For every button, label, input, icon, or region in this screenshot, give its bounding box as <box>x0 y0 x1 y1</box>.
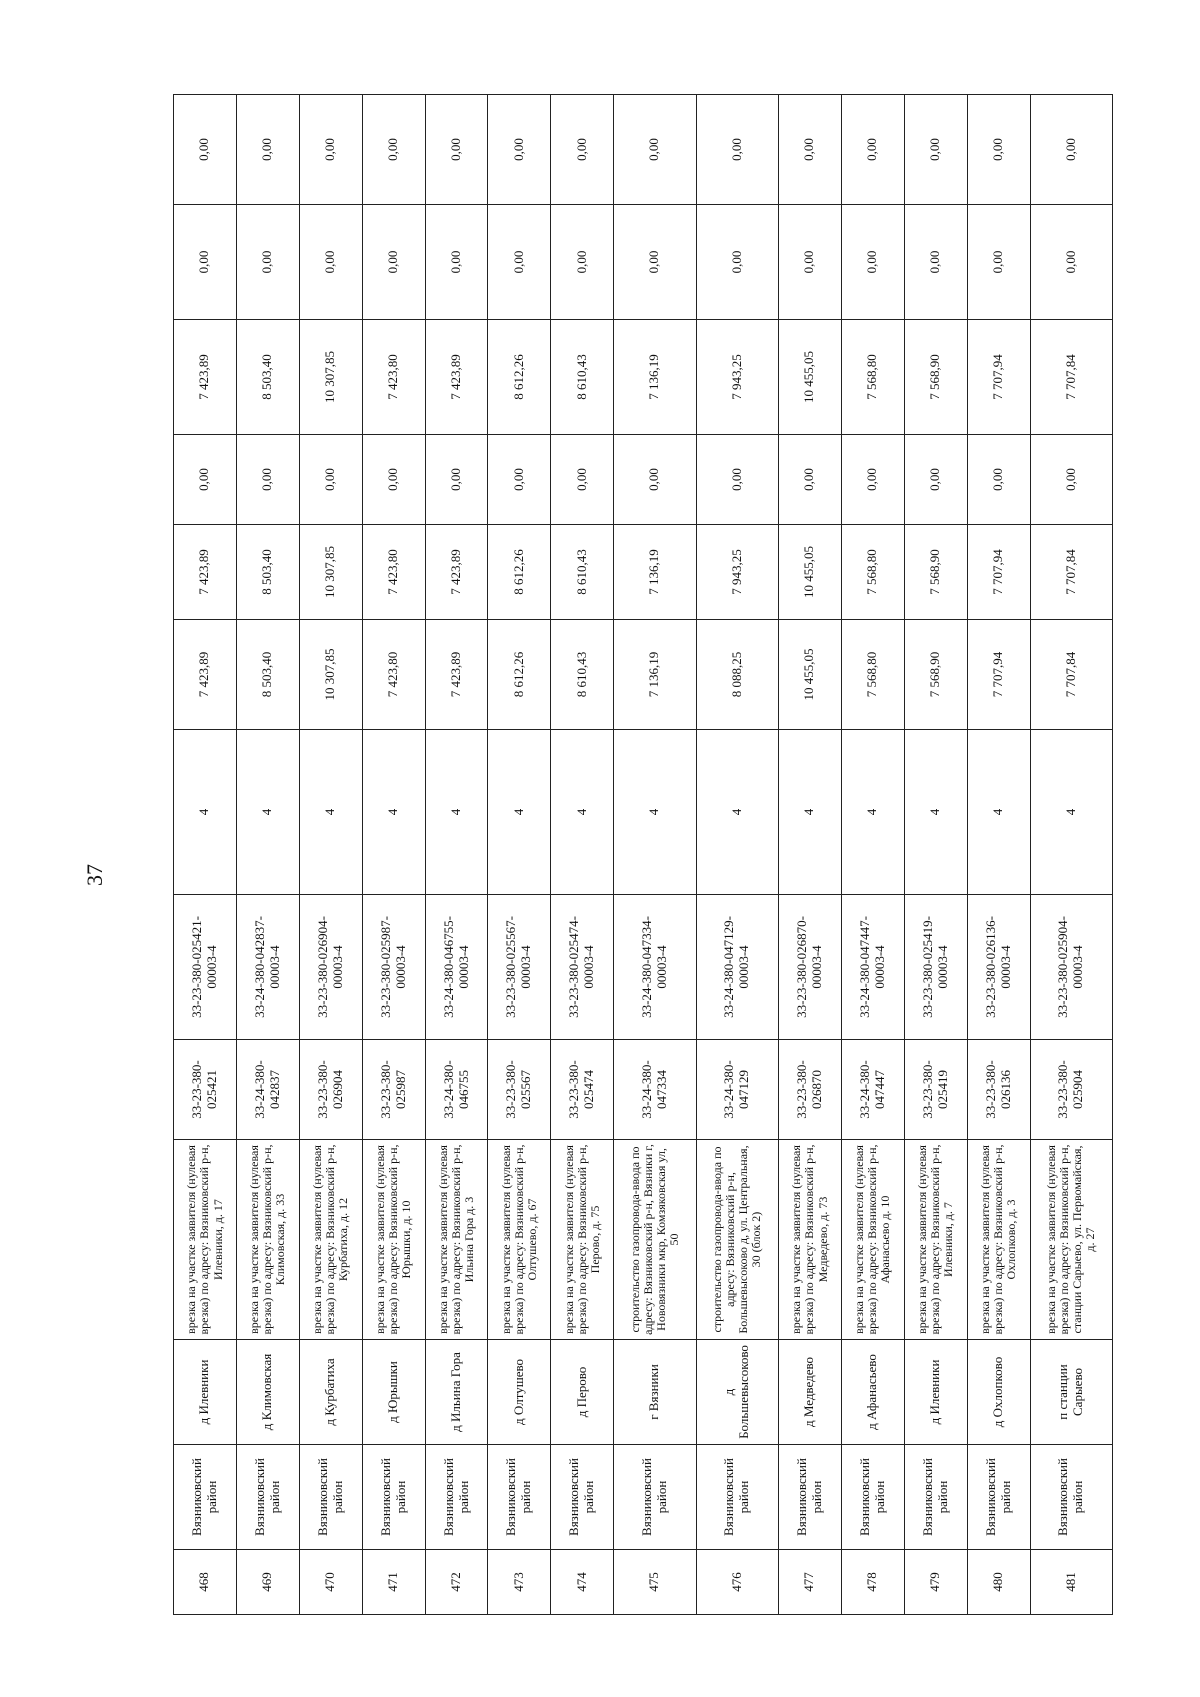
description-cell: врезка на участке заявителя (нулевая врезка) по адресу: Вязниковский р-н, Охлопково, д. 3 <box>967 1140 1030 1340</box>
category-cell: 4 <box>299 730 362 895</box>
description-cell: строительство газопровода-ввода по адресу: Вязниковский р-н, Большевысоково д, ул. Центральная, 30 (блок 2) <box>696 1140 778 1340</box>
value-cell-4: 7 707,94 <box>967 320 1030 435</box>
description-cell: врезка на участке заявителя (нулевая врезка) по адресу: Вязниковский р-н, Климовская, д. 33 <box>236 1140 299 1340</box>
value-cell-5: 0,00 <box>551 205 614 320</box>
value-cell-1: 7 423,80 <box>362 620 425 730</box>
code-cell: 33-23-380-025421 <box>174 1040 237 1140</box>
value-cell-3: 0,00 <box>778 435 841 525</box>
description-cell: врезка на участке заявителя (нулевая врезка) по адресу: Вязниковский р-н, Юрышки, д. 10 <box>362 1140 425 1340</box>
value-cell-1: 10 455,05 <box>778 620 841 730</box>
category-cell: 4 <box>778 730 841 895</box>
value-cell-3: 0,00 <box>299 435 362 525</box>
value-cell-6: 0,00 <box>425 95 488 205</box>
value-cell-3: 0,00 <box>362 435 425 525</box>
table-row <box>696 95 778 1615</box>
row-number: 469 <box>236 1550 299 1615</box>
table-row <box>236 95 299 1615</box>
value-cell-1: 10 307,85 <box>299 620 362 730</box>
description-cell: врезка на участке заявителя (нулевая врезка) по адресу: Вязниковский р-н, Ильина Гора д. 3 <box>425 1140 488 1340</box>
category-cell: 4 <box>236 730 299 895</box>
value-cell-3: 0,00 <box>236 435 299 525</box>
district-cell: Вязниковский район <box>551 1445 614 1550</box>
row-number: 471 <box>362 1550 425 1615</box>
value-cell-2: 7 568,80 <box>841 525 904 620</box>
district-cell: Вязниковский район <box>614 1445 696 1550</box>
value-cell-5: 0,00 <box>841 205 904 320</box>
page-number: 37 <box>82 864 107 886</box>
value-cell-5: 0,00 <box>425 205 488 320</box>
table-row <box>967 95 1030 1615</box>
full-code-cell: 33-23-380-025567-00003-4 <box>488 895 551 1040</box>
category-cell: 4 <box>967 730 1030 895</box>
settlement-cell: д Афанасьево <box>841 1340 904 1445</box>
value-cell-1: 7 568,90 <box>904 620 967 730</box>
row-number: 475 <box>614 1550 696 1615</box>
value-cell-2: 7 943,25 <box>696 525 778 620</box>
value-cell-1: 8 088,25 <box>696 620 778 730</box>
code-cell: 33-23-380-025904 <box>1030 1040 1112 1140</box>
settlement-cell: д Илевники <box>174 1340 237 1445</box>
table-row <box>778 95 841 1615</box>
value-cell-6: 0,00 <box>904 95 967 205</box>
description-cell: строительство газопровода-ввода по адресу: Вязниковский р-н, Вязники г, Нововязники мкр, Комзяковская ул, 50 <box>614 1140 696 1340</box>
value-cell-3: 0,00 <box>488 435 551 525</box>
code-cell: 33-24-380-042837 <box>236 1040 299 1140</box>
table-row <box>614 95 696 1615</box>
value-cell-2: 7 136,19 <box>614 525 696 620</box>
table-row <box>551 95 614 1615</box>
code-cell: 33-24-380-047129 <box>696 1040 778 1140</box>
value-cell-4: 7 423,89 <box>174 320 237 435</box>
code-cell: 33-24-380-047334 <box>614 1040 696 1140</box>
category-cell: 4 <box>696 730 778 895</box>
table-row <box>841 95 904 1615</box>
category-cell: 4 <box>488 730 551 895</box>
value-cell-6: 0,00 <box>174 95 237 205</box>
value-cell-3: 0,00 <box>967 435 1030 525</box>
value-cell-2: 7 707,94 <box>967 525 1030 620</box>
full-code-cell: 33-24-380-047334-00003-4 <box>614 895 696 1040</box>
value-cell-2: 10 455,05 <box>778 525 841 620</box>
full-code-cell: 33-23-380-025419-00003-4 <box>904 895 967 1040</box>
code-cell: 33-23-380-026136 <box>967 1040 1030 1140</box>
value-cell-6: 0,00 <box>967 95 1030 205</box>
value-cell-4: 8 610,43 <box>551 320 614 435</box>
category-cell: 4 <box>904 730 967 895</box>
district-cell: Вязниковский район <box>425 1445 488 1550</box>
value-cell-6: 0,00 <box>236 95 299 205</box>
value-cell-3: 0,00 <box>174 435 237 525</box>
value-cell-1: 7 136,19 <box>614 620 696 730</box>
table-rotated-wrapper <box>173 95 1113 1615</box>
value-cell-2: 8 612,26 <box>488 525 551 620</box>
value-cell-4: 7 423,89 <box>425 320 488 435</box>
value-cell-5: 0,00 <box>488 205 551 320</box>
district-cell: Вязниковский район <box>696 1445 778 1550</box>
description-cell: врезка на участке заявителя (нулевая врезка) по адресу: Вязниковский р-н, Курбатиха, д. 12 <box>299 1140 362 1340</box>
table-row <box>1030 95 1112 1615</box>
value-cell-6: 0,00 <box>362 95 425 205</box>
value-cell-2: 7 423,89 <box>425 525 488 620</box>
settlement-cell: д Климовская <box>236 1340 299 1445</box>
code-cell: 33-24-380-046755 <box>425 1040 488 1140</box>
settlement-cell: д Перово <box>551 1340 614 1445</box>
table-row <box>174 95 237 1615</box>
value-cell-3: 0,00 <box>614 435 696 525</box>
district-cell: Вязниковский район <box>299 1445 362 1550</box>
value-cell-5: 0,00 <box>614 205 696 320</box>
value-cell-3: 0,00 <box>696 435 778 525</box>
description-cell: врезка на участке заявителя (нулевая врезка) по адресу: Вязниковский р-н, Илевники, д. 7 <box>904 1140 967 1340</box>
value-cell-6: 0,00 <box>488 95 551 205</box>
value-cell-2: 7 568,90 <box>904 525 967 620</box>
row-number: 478 <box>841 1550 904 1615</box>
value-cell-1: 7 423,89 <box>425 620 488 730</box>
row-number: 477 <box>778 1550 841 1615</box>
value-cell-4: 7 707,84 <box>1030 320 1112 435</box>
settlement-cell: д Олтушево <box>488 1340 551 1445</box>
value-cell-6: 0,00 <box>778 95 841 205</box>
code-cell: 33-23-380-025419 <box>904 1040 967 1140</box>
value-cell-4: 8 612,26 <box>488 320 551 435</box>
value-cell-1: 7 423,89 <box>174 620 237 730</box>
value-cell-2: 7 707,84 <box>1030 525 1112 620</box>
value-cell-4: 7 568,90 <box>904 320 967 435</box>
value-cell-4: 7 943,25 <box>696 320 778 435</box>
value-cell-2: 8 503,40 <box>236 525 299 620</box>
value-cell-1: 7 707,84 <box>1030 620 1112 730</box>
settlement-cell: п станции Сарыево <box>1030 1340 1112 1445</box>
district-cell: Вязниковский район <box>778 1445 841 1550</box>
table-row <box>904 95 967 1615</box>
value-cell-5: 0,00 <box>236 205 299 320</box>
row-number: 472 <box>425 1550 488 1615</box>
row-number: 468 <box>174 1550 237 1615</box>
category-cell: 4 <box>174 730 237 895</box>
table-row <box>425 95 488 1615</box>
value-cell-2: 7 423,89 <box>174 525 237 620</box>
value-cell-5: 0,00 <box>696 205 778 320</box>
value-cell-6: 0,00 <box>1030 95 1112 205</box>
district-cell: Вязниковский район <box>174 1445 237 1550</box>
value-cell-4: 7 423,80 <box>362 320 425 435</box>
value-cell-5: 0,00 <box>778 205 841 320</box>
value-cell-6: 0,00 <box>696 95 778 205</box>
value-cell-5: 0,00 <box>299 205 362 320</box>
category-cell: 4 <box>614 730 696 895</box>
value-cell-4: 7 568,80 <box>841 320 904 435</box>
value-cell-6: 0,00 <box>299 95 362 205</box>
full-code-cell: 33-24-380-042837-00003-4 <box>236 895 299 1040</box>
row-number: 474 <box>551 1550 614 1615</box>
settlement-cell: д Медведево <box>778 1340 841 1445</box>
full-code-cell: 33-23-380-025904-00003-4 <box>1030 895 1112 1040</box>
value-cell-5: 0,00 <box>967 205 1030 320</box>
category-cell: 4 <box>1030 730 1112 895</box>
full-code-cell: 33-23-380-025474-00003-4 <box>551 895 614 1040</box>
full-code-cell: 33-23-380-025421-00003-4 <box>174 895 237 1040</box>
value-cell-3: 0,00 <box>841 435 904 525</box>
district-cell: Вязниковский район <box>904 1445 967 1550</box>
value-cell-1: 7 707,94 <box>967 620 1030 730</box>
value-cell-4: 8 503,40 <box>236 320 299 435</box>
value-cell-2: 7 423,80 <box>362 525 425 620</box>
full-code-cell: 33-23-380-026870-00003-4 <box>778 895 841 1040</box>
row-number: 481 <box>1030 1550 1112 1615</box>
district-cell: Вязниковский район <box>236 1445 299 1550</box>
category-cell: 4 <box>841 730 904 895</box>
value-cell-4: 10 455,05 <box>778 320 841 435</box>
table-sheet <box>173 95 1113 1615</box>
district-cell: Вязниковский район <box>1030 1445 1112 1550</box>
category-cell: 4 <box>551 730 614 895</box>
settlement-cell: д Большевысоково <box>696 1340 778 1445</box>
full-code-cell: 33-23-380-026904-00003-4 <box>299 895 362 1040</box>
value-cell-1: 8 612,26 <box>488 620 551 730</box>
value-cell-3: 0,00 <box>904 435 967 525</box>
value-cell-1: 8 503,40 <box>236 620 299 730</box>
row-number: 476 <box>696 1550 778 1615</box>
code-cell: 33-24-380-047447 <box>841 1040 904 1140</box>
district-cell: Вязниковский район <box>362 1445 425 1550</box>
value-cell-3: 0,00 <box>1030 435 1112 525</box>
description-cell: врезка на участке заявителя (нулевая врезка) по адресу: Вязниковский р-н, Илевники, д. 17 <box>174 1140 237 1340</box>
table-row <box>488 95 551 1615</box>
description-cell: врезка на участке заявителя (нулевая врезка) по адресу: Вязниковский р-н, Перово, д. 75 <box>551 1140 614 1340</box>
value-cell-2: 10 307,85 <box>299 525 362 620</box>
value-cell-6: 0,00 <box>614 95 696 205</box>
value-cell-5: 0,00 <box>904 205 967 320</box>
code-cell: 33-23-380-025987 <box>362 1040 425 1140</box>
value-cell-3: 0,00 <box>551 435 614 525</box>
settlement-cell: д Курбатиха <box>299 1340 362 1445</box>
full-code-cell: 33-23-380-025987-00003-4 <box>362 895 425 1040</box>
code-cell: 33-23-380-025567 <box>488 1040 551 1140</box>
district-cell: Вязниковский район <box>841 1445 904 1550</box>
full-code-cell: 33-24-380-046755-00003-4 <box>425 895 488 1040</box>
value-cell-5: 0,00 <box>174 205 237 320</box>
value-cell-1: 7 568,80 <box>841 620 904 730</box>
district-cell: Вязниковский район <box>488 1445 551 1550</box>
row-number: 479 <box>904 1550 967 1615</box>
code-cell: 33-23-380-025474 <box>551 1040 614 1140</box>
table-row <box>299 95 362 1615</box>
value-cell-5: 0,00 <box>362 205 425 320</box>
full-code-cell: 33-24-380-047447-00003-4 <box>841 895 904 1040</box>
table-row <box>362 95 425 1615</box>
settlement-cell: д Ильина Гора <box>425 1340 488 1445</box>
value-cell-5: 0,00 <box>1030 205 1112 320</box>
category-cell: 4 <box>362 730 425 895</box>
value-cell-2: 8 610,43 <box>551 525 614 620</box>
code-cell: 33-23-380-026870 <box>778 1040 841 1140</box>
settlement-cell: д Илевники <box>904 1340 967 1445</box>
full-code-cell: 33-23-380-026136-00003-4 <box>967 895 1030 1040</box>
value-cell-4: 10 307,85 <box>299 320 362 435</box>
code-cell: 33-23-380-026904 <box>299 1040 362 1140</box>
category-cell: 4 <box>425 730 488 895</box>
value-cell-1: 8 610,43 <box>551 620 614 730</box>
row-number: 480 <box>967 1550 1030 1615</box>
value-cell-4: 7 136,19 <box>614 320 696 435</box>
data-table <box>173 94 1113 1615</box>
district-cell: Вязниковский район <box>967 1445 1030 1550</box>
value-cell-3: 0,00 <box>425 435 488 525</box>
full-code-cell: 33-24-380-047129-00003-4 <box>696 895 778 1040</box>
value-cell-6: 0,00 <box>551 95 614 205</box>
settlement-cell: г Вязники <box>614 1340 696 1445</box>
row-number: 470 <box>299 1550 362 1615</box>
description-cell: врезка на участке заявителя (нулевая врезка) по адресу: Вязниковский р-н, Олтушево, д. 67 <box>488 1140 551 1340</box>
settlement-cell: д Юрышки <box>362 1340 425 1445</box>
value-cell-6: 0,00 <box>841 95 904 205</box>
settlement-cell: д Охлопково <box>967 1340 1030 1445</box>
description-cell: врезка на участке заявителя (нулевая врезка) по адресу: Вязниковский р-н, Медведево, д. 73 <box>778 1140 841 1340</box>
description-cell: врезка на участке заявителя (нулевая врезка) по адресу: Вязниковский р-н, станции Сарыево, ул. Первомайская, д. 27 <box>1030 1140 1112 1340</box>
row-number: 473 <box>488 1550 551 1615</box>
description-cell: врезка на участке заявителя (нулевая врезка) по адресу: Вязниковский р-н, Афанасьево д. 10 <box>841 1140 904 1340</box>
